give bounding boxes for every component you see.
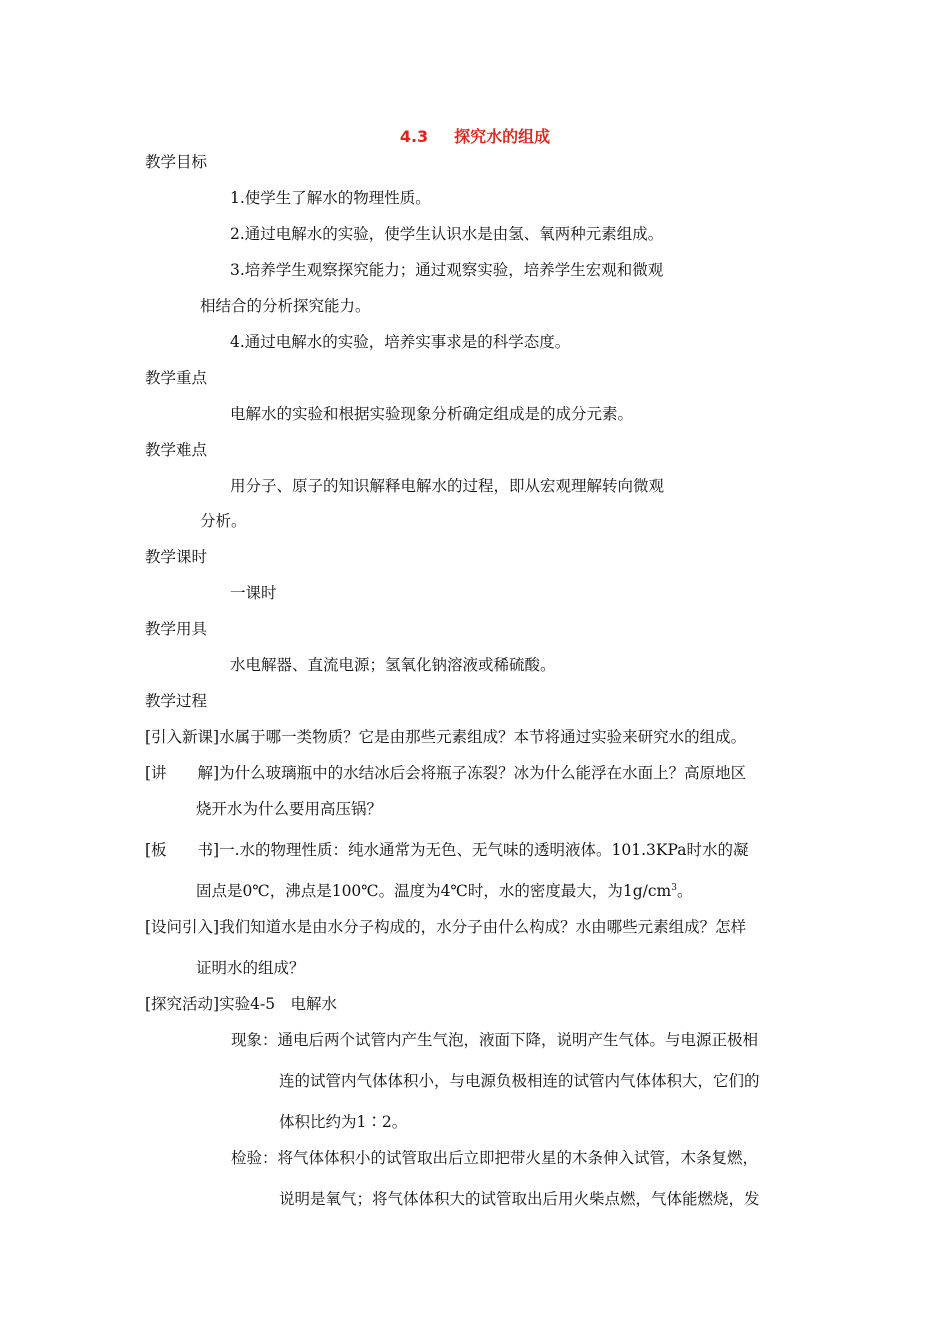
heading-process: 教学过程 [145, 692, 208, 710]
phenomenon-text: 通电后两个试管内产生气泡，液面下降，说明产生气体。与电源正极相 [277, 1031, 759, 1049]
board-line [145, 840, 748, 860]
section-number: 4.3 [399, 127, 429, 146]
board-tag: [板 书] [145, 841, 220, 859]
explain-text-cont: 烧开水为什么要用高压锅？ [196, 800, 383, 818]
check-label: 检验： [231, 1149, 278, 1167]
heading-difficult: 教学难点 [145, 441, 208, 459]
page-title [0, 127, 950, 147]
heading-tools: 教学用具 [145, 620, 208, 638]
phenomenon-line [231, 1030, 758, 1050]
difficult-text: 用分子、原子的知识解释电解水的过程，即从宏观理解转向微观 [230, 477, 665, 495]
check-line [231, 1148, 758, 1168]
phenomenon-text-3: 体积比约为1∶2。 [279, 1113, 408, 1131]
board-text-cont-b: 。 [676, 882, 693, 900]
phenomenon-text-2: 连的试管内气体体积小，与电源负极相连的试管内气体体积大，它们的 [279, 1072, 760, 1090]
activity-line: [探究活动]实验4-5 电解水 [145, 995, 338, 1013]
explain-line [145, 763, 746, 783]
intro-line: [引入新课]水属于哪一类物质？它是由那些元素组成？本节将通过实验来研究水的组成。 [145, 728, 747, 746]
tools-text: 水电解器、直流电源；氢氧化钠溶液或稀硫酸。 [230, 656, 556, 674]
goal-3: 3.培养学生观察探究能力；通过观察实验，培养学生宏观和微观 [230, 261, 664, 279]
difficult-text-cont: 分析。 [200, 512, 247, 530]
phenomenon-label: 现象： [231, 1031, 278, 1049]
goal-1: 1.使学生了解水的物理性质。 [230, 189, 431, 207]
heading-goals: 教学目标 [145, 153, 208, 171]
hours-text: 一课时 [230, 584, 277, 602]
heading-hours: 教学课时 [145, 548, 208, 566]
check-text: 将气体体积小的试管取出后立即把带火星的木条伸入试管，木条复燃， [277, 1149, 759, 1167]
board-text-cont [196, 881, 692, 901]
board-text: 一.水的物理性质：纯水通常为无色、无气味的透明液体。101.3KPa时水的凝 [219, 841, 749, 859]
goal-3-cont: 相结合的分析探究能力。 [200, 297, 371, 315]
key-point-text: 电解水的实验和根据实验现象分析确定组成是的成分元素。 [230, 405, 634, 423]
explain-text: 为什么玻璃瓶中的水结冰后会将瓶子冻裂？冰为什么能浮在水面上？高原地区 [219, 764, 747, 782]
question-line-cont: 证明水的组成？ [196, 959, 305, 977]
question-line: [设问引入]我们知道水是由水分子构成的，水分子由什么构成？水由哪些元素组成？怎样 [145, 918, 747, 936]
board-text-cont-a: 固点是0℃，沸点是100℃。温度为4℃时，水的密度最大，为1g/cm [196, 882, 672, 900]
title-text: 探究水的组成 [454, 127, 551, 146]
heading-key: 教学重点 [145, 369, 208, 387]
check-text-2: 说明是氧气；将气体体积大的试管取出后用火柴点燃，气体能燃烧，发 [279, 1190, 760, 1208]
goal-2: 2.通过电解水的实验，使学生认识水是由氢、氧两种元素组成。 [230, 225, 664, 243]
superscript-3: 3 [671, 883, 677, 893]
explain-tag: [讲 解] [145, 764, 220, 782]
goal-4: 4.通过电解水的实验，培养实事求是的科学态度。 [230, 333, 571, 351]
